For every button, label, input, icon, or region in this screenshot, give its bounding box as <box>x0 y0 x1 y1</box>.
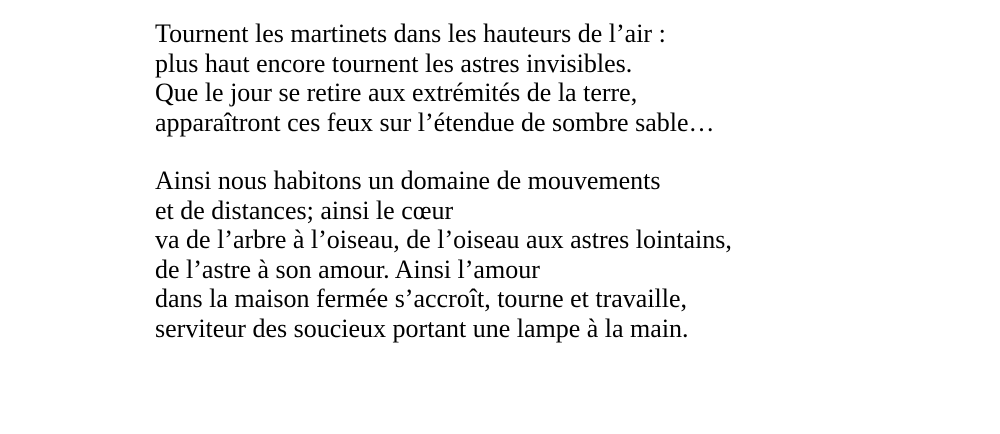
poem-line: va de l’arbre à l’oiseau, de l’oiseau aux astres lointains, <box>155 225 732 254</box>
poem-line: Tournent les martinets dans les hauteurs de l’air : <box>155 19 666 48</box>
poem-line: dans la maison fermée s’accroît, tourne et travaille, <box>155 284 688 313</box>
stanza-2 <box>155 166 732 343</box>
poem-line: serviteur des soucieux portant une lampe à la main. <box>155 313 689 343</box>
poem-line: de l’astre à son amour. Ainsi l’amour <box>155 254 540 284</box>
poem-line: apparaîtront ces feux sur l’étendue de sombre sable… <box>155 107 715 137</box>
poem-line: plus haut encore tournent les astres invisibles. <box>155 48 633 78</box>
poem-line: et de distances; ainsi le cœur <box>155 195 454 225</box>
poem-line: Ainsi nous habitons un domaine de mouvements <box>155 166 661 195</box>
poem-line: Que le jour se retire aux extrémités de la terre, <box>155 78 638 107</box>
poem <box>155 19 732 343</box>
stanza-1 <box>155 19 732 137</box>
